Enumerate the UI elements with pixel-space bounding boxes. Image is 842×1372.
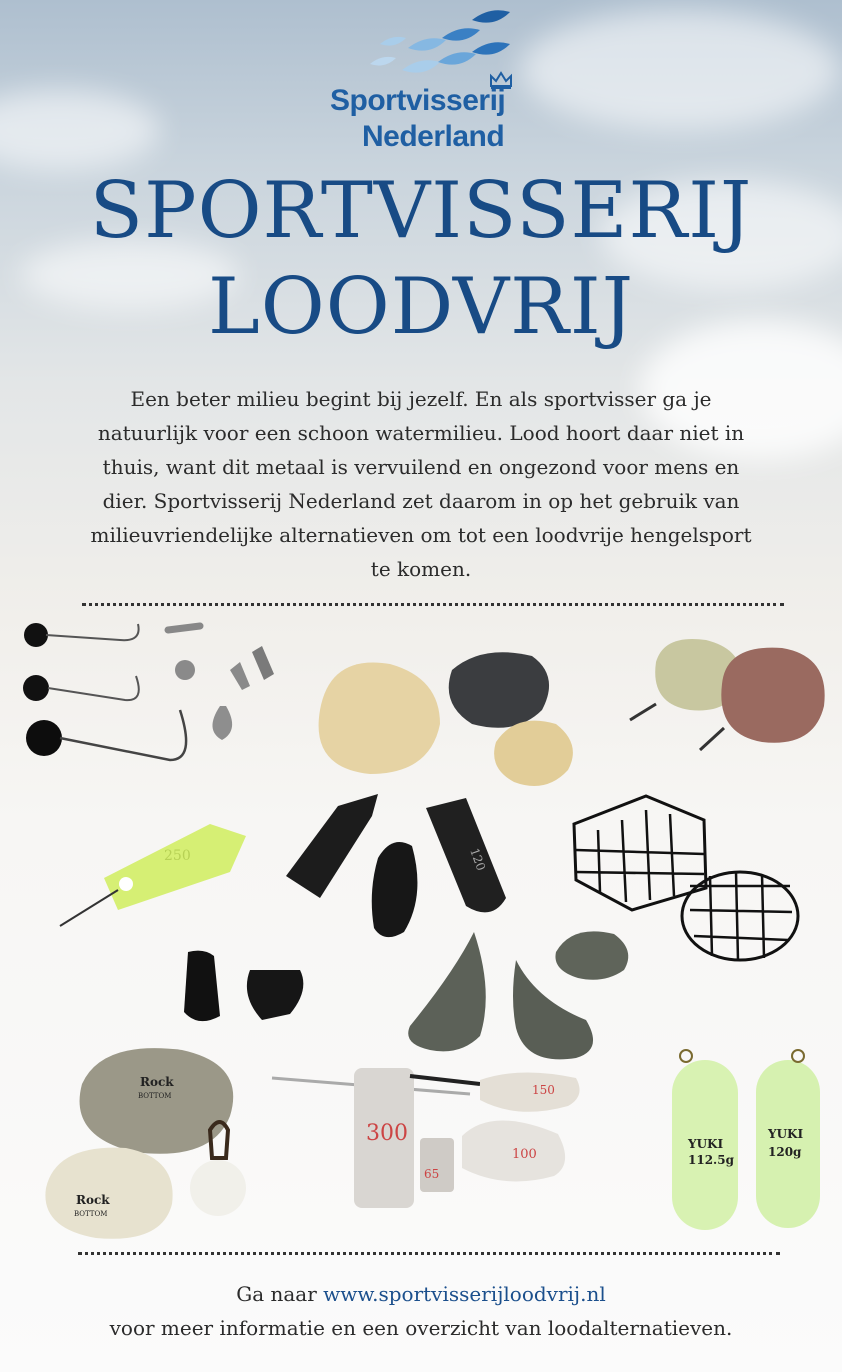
divider-bottom: [78, 1252, 780, 1255]
flat-leads-image: [630, 639, 825, 750]
intro-text: Een beter milieu begint bij jezelf. En als sportvisser ga je natuurlijk voor een schoon watermilieu. Lood hoort daar niet in thuis, want dit metaal is vervuilend en ongezond voor mens en dier. Sportvisserij Nederland zet daarom in op het gebruik van milieuvriendelijke alternatieven om tot een loodvrije hengelsport te komen.: [90, 387, 752, 581]
footer-line-1: [0, 1282, 842, 1306]
weight-100-label: 100: [512, 1147, 537, 1162]
footer-line-2: voor meer informatie en een overzicht van loodalternatieven.: [109, 1316, 733, 1340]
rock-sub-1: BOTTOM: [138, 1092, 172, 1100]
torpedo-label: 120: [467, 846, 489, 873]
title-line-2: LOODVRIJ: [208, 262, 634, 352]
logo-line-2: Nederland: [362, 120, 505, 153]
bullet-weights-image: [184, 951, 303, 1021]
rock-label-1: Rock: [140, 1075, 174, 1089]
yuki-weight-2: 120g: [768, 1145, 802, 1159]
weight-65-label: 65: [424, 1167, 440, 1181]
rock-label-2: Rock: [76, 1193, 110, 1207]
logo-line-1: Sportvisserij: [330, 84, 506, 117]
stone-sinkers-image: [319, 652, 573, 786]
yuki-sinkers-image: [672, 1050, 820, 1230]
rock-sub-2: BOTTOM: [74, 1210, 108, 1218]
website-link[interactable]: www.sportvisserijloodvrij.nl: [323, 1282, 606, 1306]
cloud: [0, 90, 160, 170]
concrete-weights-image: [272, 1068, 580, 1208]
yuki-brand-2: YUKI: [768, 1127, 804, 1141]
weight-150-label: 150: [532, 1083, 555, 1097]
yuki-weight-1: 112.5g: [688, 1153, 734, 1167]
grey-leads-image: [408, 931, 628, 1059]
weight-300-label: 300: [366, 1121, 408, 1146]
yuki-brand-1: YUKI: [688, 1137, 724, 1151]
footer-prefix: Ga naar: [236, 1282, 324, 1306]
green-sinker-image: [60, 824, 246, 926]
cloud: [520, 10, 840, 130]
title-line-1: SPORTVISSERIJ: [89, 166, 753, 256]
green-sinker-label: 250: [164, 848, 191, 864]
jig-heads-image: [23, 623, 274, 760]
rock-bottom-weights-image: [45, 1048, 246, 1239]
divider-top: [82, 603, 784, 606]
product-collage: [0, 610, 842, 1240]
torpedo-leads-image: [286, 794, 506, 937]
sportvisserij-logo[interactable]: [330, 8, 520, 158]
